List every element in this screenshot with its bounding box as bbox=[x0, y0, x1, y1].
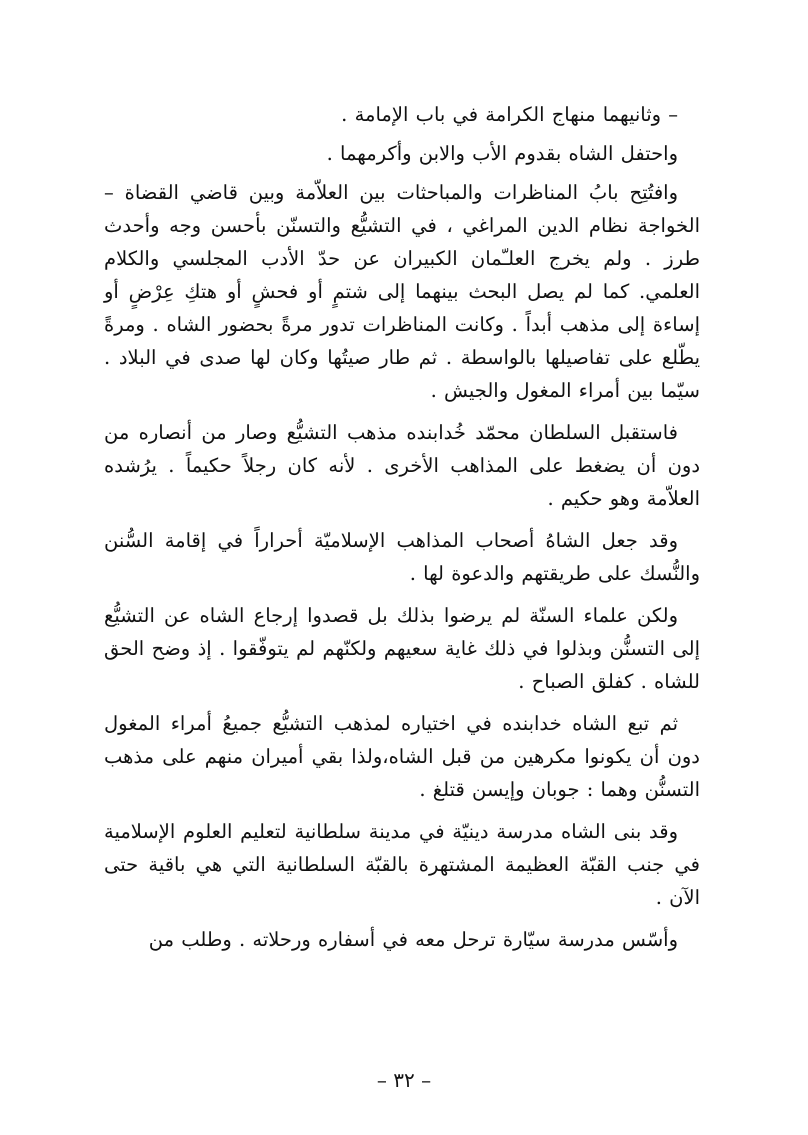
document-page bbox=[104, 98, 700, 1058]
paragraph-2: واحتفل الشاه بقدوم الأب والابن وأكرمهما . bbox=[326, 142, 678, 165]
paragraph-5: وقد جعل الشاهُ أصحاب المذاهب الإسلاميّة أحراراً في إقامة السُّنن والنُّسك على طريقتهم والدعوة لها . bbox=[104, 529, 700, 585]
paragraph-1: – وثانيهما منهاج الكرامة في باب الإمامة . bbox=[341, 103, 678, 126]
paragraph-7: ثم تبع الشاه خدابنده في اختياره لمذهب التشيُّع جميعُ أمراء المغول دون أن يكونوا مكرهين من قبل الشاه،ولذا بقي أميران منهم على مذهب التسنُّن وهما : جوبان وإيسن قتلغ . bbox=[104, 712, 700, 801]
page-number: – ٣٢ – bbox=[376, 1068, 432, 1092]
paragraph-6: ولكن علماء السنّة لم يرضوا بذلك بل قصدوا إرجاع الشاه عن التشيُّع إلى التسنُّن وبذلوا في ذلك غاية سعيهم ولكنّهم لم يتوفّقوا . إذ وضح الحق للشاه . كفلق الصباح . bbox=[104, 604, 700, 693]
paragraph-3: وافتُتِح بابُ المناظرات والمباحثات بين العلاّمة وبين قاضي القضاة – الخواجة نظام الدين المراغي ، في التشيُّع والتسنّن بأحسن وجه وأحدث طرز . ولم يخرج العلـّمان الكبيران عن حدّ الأدب المجلسي والكلام العلمي. كما لم يصل البحث بينهما إلى شتمٍ أو فحشٍ أو هتكِ عِرْضٍ أو إساءة إلى مذهب أبداً . وكانت المناظرات تدور مرةً بحضور الشاه . ومرةً يطّلع على تفاصيلها بالواسطة . ثم طار صيتُها وكان لها صدى في البلاد . سيّما بين أمراء المغول والجيش . bbox=[104, 181, 700, 402]
paragraph-8: وقد بنى الشاه مدرسة دينيّة في مدينة سلطانية لتعليم العلوم الإسلامية في جنب القبّة العظيمة المشتهرة بالقبّة السلطانية التي هي باقية حتى الآن . bbox=[104, 820, 700, 909]
paragraph-9: وأسّس مدرسة سيّارة ترحل معه في أسفاره ورحلاته . وطلب من bbox=[148, 928, 678, 951]
paragraph-4: فاستقبل السلطان محمّد خُدابنده مذهب التشيُّع وصار من أنصاره من دون أن يضغط على المذاهب الأخرى . لأنه كان رجلاً حكيماً . يرُشده العلاّمة وهو حكيم . bbox=[104, 421, 700, 510]
